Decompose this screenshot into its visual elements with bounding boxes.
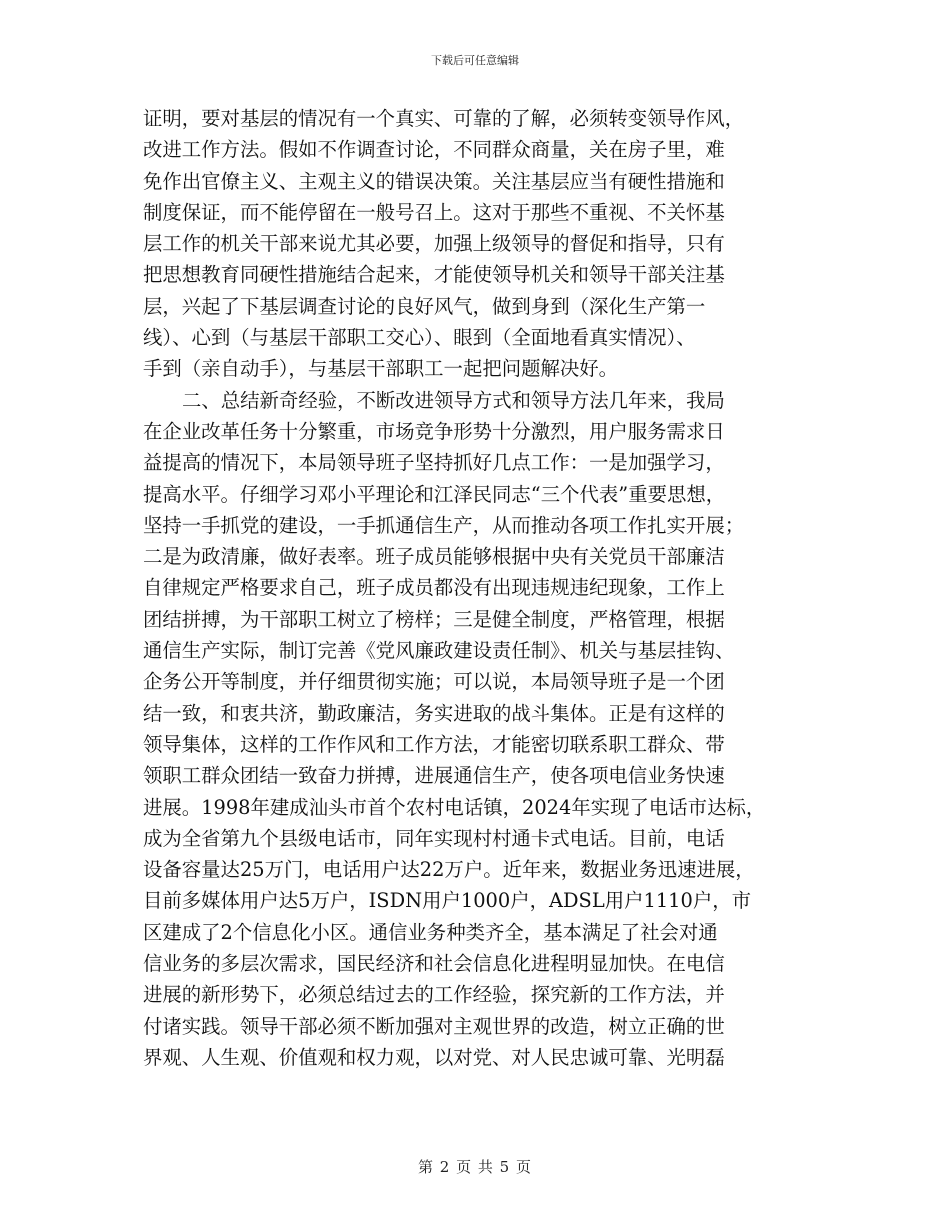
- text-line: 团结拼搏，为干部职工树立了榜样；三是健全制度，严格管理，根据: [143, 607, 725, 631]
- text-line: 设备容量达25万门，电话用户达22万户。近年来，数据业务迅速进展，: [143, 858, 755, 882]
- page-footer-page-number: 第 2 页 共 5 页: [418, 1158, 532, 1176]
- text-line: 益提高的情况下，本局领导班子坚持抓好几点工作：一是加强学习，: [143, 451, 725, 475]
- text-line: 坚持一手抓党的建设，一手抓通信生产，从而推动各项工作扎实开展；: [143, 513, 745, 537]
- text-line: 免作出官僚主义、主观主义的错误决策。关注基层应当有硬性措施和: [143, 169, 725, 193]
- text-line: 进展的新形势下，必须总结过去的工作经验，探究新的工作方法，并: [143, 983, 725, 1007]
- page-header: 下载后可任意编辑: [431, 54, 519, 67]
- text-line: 在企业改革任务十分繁重，市场竞争形势十分激烈，用户服务需求日: [143, 419, 725, 443]
- text-line: 目前多媒体用户达5万户，ISDN用户1000户，ADSL用户1110户，市: [143, 889, 752, 913]
- text-line: 把思想教育同硬性措施结合起来，才能使领导机关和领导干部关注基: [143, 263, 725, 287]
- text-line: 进展。1998年建成汕头市首个农村电话镇，2024年实现了电话市达标，: [143, 795, 766, 819]
- text-line: 领职工群众团结一致奋力拼搏，进展通信生产，使各项电信业务快速: [143, 764, 725, 788]
- paragraph-start-line: 二、总结新奇经验，不断改进领导方式和领导方法几年来，我局: [182, 388, 725, 412]
- text-line: 企务公开等制度，并仔细贯彻实施；可以说，本局领导班子是一个团: [143, 670, 725, 694]
- text-line: 领导集体，这样的工作作风和工作方法，才能密切联系职工群众、带: [143, 732, 725, 756]
- text-line: 层，兴起了下基层调查讨论的良好风气，做到身到（深化生产第一: [143, 294, 706, 318]
- text-line: 结一致，和衷共济，勤政廉洁，务实进取的战斗集体。正是有这样的: [143, 701, 725, 725]
- text-line: 手到（亲自动手），与基层干部职工一起把问题解决好。: [143, 357, 619, 381]
- text-line: 证明，要对基层的情况有一个真实、可靠的了解，必须转变领导作风，: [143, 107, 745, 130]
- text-line: 信业务的多层次需求，国民经济和社会信息化进程明显加快。在电信: [143, 952, 725, 976]
- text-line: 改进工作方法。假如不作调查讨论，不同群众商量，关在房子里，难: [143, 138, 725, 162]
- text-line: 线）、心到（与基层干部职工交心）、眼到（全面地看真实情况）、: [143, 326, 696, 350]
- text-line: 界观、人生观、价值观和权力观，以对党、对人民忠诚可靠、光明磊: [143, 1045, 725, 1069]
- text-line: 层工作的机关干部来说尤其必要，加强上级领导的督促和指导，只有: [143, 232, 725, 256]
- text-line: 成为全省第九个县级电话市，同年实现村村通卡式电话。目前，电话: [143, 826, 725, 850]
- text-line: 付诸实践。领导干部必须不断加强对主观世界的改造，树立正确的世: [143, 1014, 725, 1038]
- text-line: 自律规定严格要求自己，班子成员都没有出现违规违纪现象，工作上: [143, 576, 725, 600]
- text-line: 区建成了2个信息化小区。通信业务种类齐全，基本满足了社会对通: [143, 920, 718, 944]
- text-line: 制度保证，而不能停留在一般号召上。这对于那些不重视、不关怀基: [143, 200, 725, 224]
- document-body: [143, 103, 833, 1073]
- text-line: 提高水平。仔细学习邓小平理论和江泽民同志“三个代表”重要思想，: [143, 482, 726, 506]
- text-line: 二是为政清廉，做好表率。班子成员能够根据中央有关党员干部廉洁: [143, 545, 725, 569]
- text-line: 通信生产实际，制订完善《党风廉政建设责任制》、机关与基层挂钩、: [143, 639, 735, 663]
